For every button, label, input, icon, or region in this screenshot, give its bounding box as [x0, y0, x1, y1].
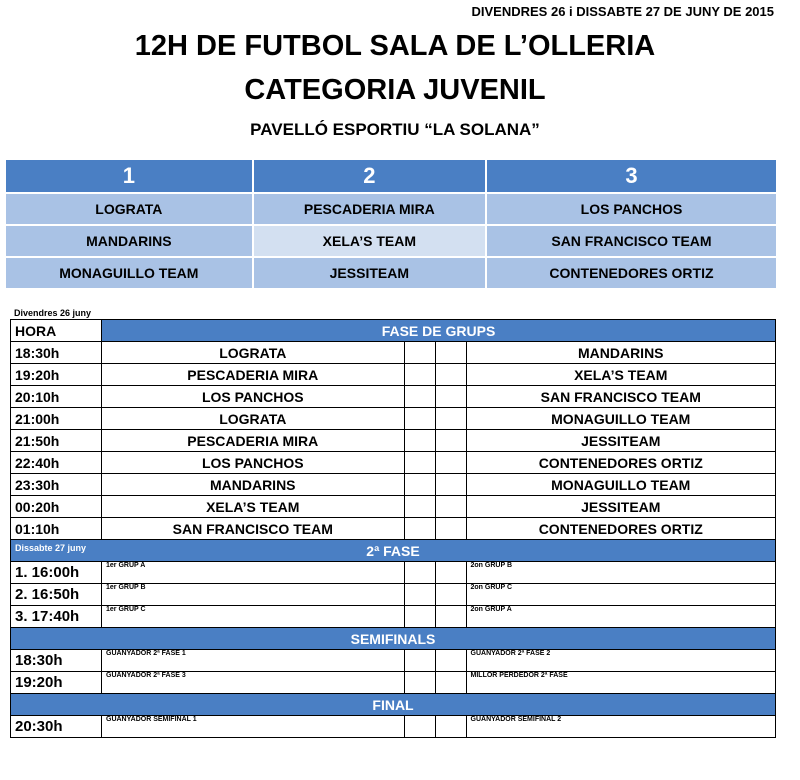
day1-label: Divendres 26 juny [14, 308, 92, 318]
score-home [404, 342, 435, 364]
match-home: LOGRATA [102, 408, 405, 430]
score-away [435, 496, 466, 518]
fase2-title: 2ª FASE [366, 542, 420, 559]
match-row [11, 518, 776, 540]
group-team: SAN FRANCISCO TEAM [487, 226, 776, 256]
group-team: XELA’S TEAM [254, 226, 485, 256]
score-home [404, 716, 435, 738]
page-title: 12H DE FUTBOL SALA DE L’OLLERIA [134, 30, 656, 62]
match-row [11, 672, 776, 694]
groups-table [4, 158, 778, 290]
group-team: LOGRATA [6, 194, 252, 224]
match-time: 00:20h [11, 496, 102, 518]
score-home [404, 584, 435, 606]
final-header: FINAL [11, 694, 776, 716]
score-away [435, 650, 466, 672]
match-time: 19:20h [11, 364, 102, 386]
match-time: 19:20h [11, 672, 102, 694]
group-team: CONTENEDORES ORTIZ [487, 258, 776, 288]
match-row [11, 562, 776, 584]
score-home [404, 386, 435, 408]
score-away [435, 716, 466, 738]
match-row [11, 386, 776, 408]
group-team: MANDARINS [6, 226, 252, 256]
match-away: MANDARINS [466, 342, 775, 364]
score-home [404, 408, 435, 430]
match-home: LOS PANCHOS [102, 386, 405, 408]
group-team: JESSITEAM [254, 258, 485, 288]
score-home [404, 452, 435, 474]
group-team: PESCADERIA MIRA [254, 194, 485, 224]
match-time: 01:10h [11, 518, 102, 540]
score-away [435, 386, 466, 408]
match-time: 2. 16:50h [11, 584, 102, 606]
score-away [435, 430, 466, 452]
match-time: 21:50h [11, 430, 102, 452]
group-header-3: 3 [487, 160, 776, 192]
hora-header: HORA [11, 320, 102, 342]
fase-grups-header: FASE DE GRUPS [102, 320, 776, 342]
group-header-2: 2 [254, 160, 485, 192]
match-row [11, 430, 776, 452]
match-time: 18:30h [11, 342, 102, 364]
match-away: JESSITEAM [466, 496, 775, 518]
group-header-1: 1 [6, 160, 252, 192]
match-row [11, 342, 776, 364]
match-away: MONAGUILLO TEAM [466, 474, 775, 496]
category-title: CATEGORIA JUVENIL [244, 74, 546, 106]
match-home: 1er GRUP B [102, 584, 405, 606]
match-row [11, 474, 776, 496]
score-away [435, 408, 466, 430]
match-time: 20:10h [11, 386, 102, 408]
match-home: 1er GRUP C [102, 606, 405, 628]
match-time: 3. 17:40h [11, 606, 102, 628]
fase2-header [11, 540, 776, 562]
match-away: CONTENEDORES ORTIZ [466, 452, 775, 474]
score-away [435, 474, 466, 496]
score-away [435, 606, 466, 628]
match-home: LOS PANCHOS [102, 452, 405, 474]
match-time: 1. 16:00h [11, 562, 102, 584]
score-away [435, 342, 466, 364]
dateline: DIVENDRES 26 i DISSABTE 27 DE JUNY DE 2015 [471, 4, 774, 19]
match-home: MANDARINS [102, 474, 405, 496]
match-home: PESCADERIA MIRA [102, 364, 405, 386]
group-team: MONAGUILLO TEAM [6, 258, 252, 288]
score-away [435, 518, 466, 540]
match-home: PESCADERIA MIRA [102, 430, 405, 452]
final-match-row [11, 716, 776, 738]
match-home: GUANYADOR SEMIFINAL 1 [102, 716, 405, 738]
score-away [435, 562, 466, 584]
score-home [404, 562, 435, 584]
match-home: 1er GRUP A [102, 562, 405, 584]
match-home: GUANYADOR 2ª FASE 1 [102, 650, 405, 672]
score-home [404, 496, 435, 518]
score-home [404, 430, 435, 452]
score-away [435, 584, 466, 606]
match-away: JESSITEAM [466, 430, 775, 452]
score-home [404, 672, 435, 694]
semifinals-header: SEMIFINALS [11, 628, 776, 650]
group-team: LOS PANCHOS [487, 194, 776, 224]
match-home: XELA’S TEAM [102, 496, 405, 518]
match-time: 21:00h [11, 408, 102, 430]
match-home: LOGRATA [102, 342, 405, 364]
match-time: 22:40h [11, 452, 102, 474]
score-away [435, 452, 466, 474]
match-row [11, 650, 776, 672]
match-row [11, 584, 776, 606]
match-away: SAN FRANCISCO TEAM [466, 386, 775, 408]
match-row [11, 408, 776, 430]
match-away: 2on GRUP B [466, 562, 775, 584]
venue-title: PAVELLÓ ESPORTIU “LA SOLANA” [250, 120, 540, 139]
match-time: 18:30h [11, 650, 102, 672]
match-row [11, 496, 776, 518]
match-time: 23:30h [11, 474, 102, 496]
match-row [11, 606, 776, 628]
match-away: MILLOR PERDEDOR 2ª FASE [466, 672, 775, 694]
score-home [404, 364, 435, 386]
match-away: CONTENEDORES ORTIZ [466, 518, 775, 540]
match-away: 2on GRUP C [466, 584, 775, 606]
match-away: GUANYADOR 2ª FASE 2 [466, 650, 775, 672]
match-away: 2on GRUP A [466, 606, 775, 628]
match-away: MONAGUILLO TEAM [466, 408, 775, 430]
match-away: XELA’S TEAM [466, 364, 775, 386]
match-row [11, 364, 776, 386]
score-home [404, 518, 435, 540]
score-home [404, 650, 435, 672]
score-away [435, 364, 466, 386]
match-time: 20:30h [11, 716, 102, 738]
match-home: SAN FRANCISCO TEAM [102, 518, 405, 540]
match-home: GUANYADOR 2ª FASE 3 [102, 672, 405, 694]
match-row [11, 452, 776, 474]
day2-label: Dissabte 27 juny [15, 543, 87, 553]
match-away: GUANYADOR SEMIFINAL 2 [466, 716, 775, 738]
score-home [404, 474, 435, 496]
score-home [404, 606, 435, 628]
schedule-table [10, 319, 776, 738]
score-away [435, 672, 466, 694]
